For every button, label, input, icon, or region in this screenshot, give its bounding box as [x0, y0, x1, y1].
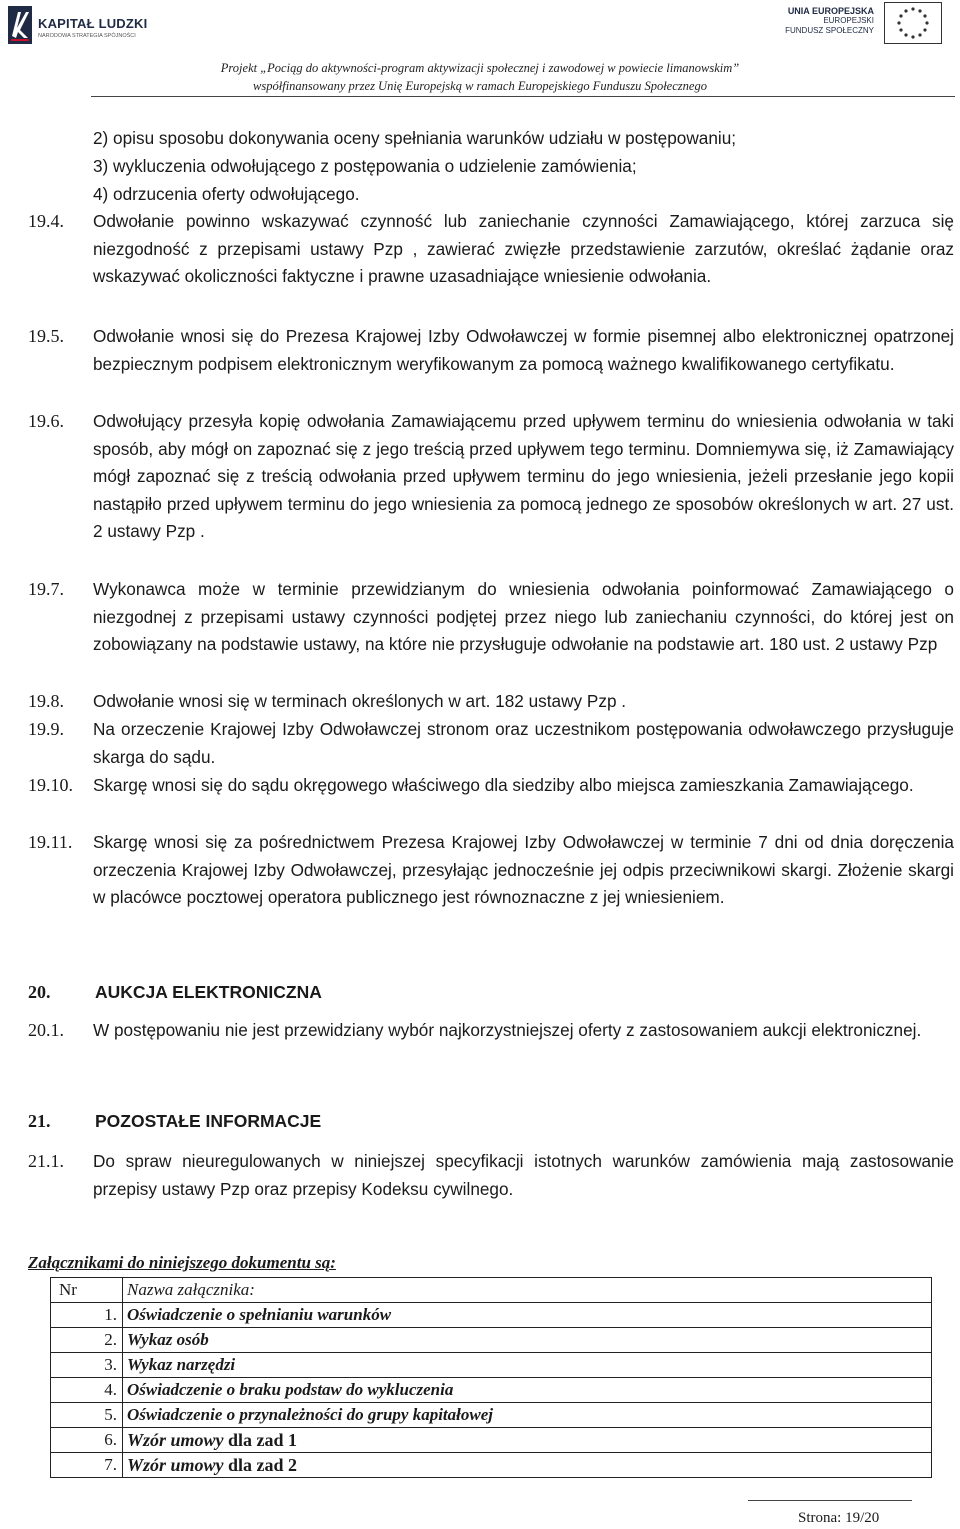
- item-text: Odwołanie powinno wskazywać czynność lub zaniechanie czynności Zamawiającego, której zarzuca się niezgodność z przepisami ustawy Pzp , zawierać zwięzłe przedstawienie zarzutów, określać żądanie oraz wskazywać okoliczności faktyczne i prawne uzasadniające wniesienie odwołania.: [93, 211, 954, 286]
- section-title: AUKCJA ELEKTRONICZNA: [95, 982, 322, 1002]
- kapital-ludzki-mark-icon: [8, 6, 32, 44]
- page-header: [0, 0, 960, 98]
- item-number: 19.6.: [28, 411, 64, 431]
- row-nr: 2.: [51, 1328, 123, 1353]
- table-row: [51, 1428, 932, 1453]
- item-text: Odwołanie wnosi się do Prezesa Krajowej Izby Odwoławczej w formie pisemnej albo elektronicznej opatrzonej bezpiecznym podpisem elektronicznym weryfikowanym za pomocą ważnego kwalifikowanego certyfikatu.: [93, 326, 954, 374]
- item-number: 21.1.: [28, 1151, 64, 1171]
- item-text: W postępowaniu nie jest przewidziany wybór najkorzystniejszej oferty z zastosowaniem aukcji elektronicznej.: [93, 1020, 922, 1040]
- item-number: 19.10.: [28, 775, 73, 795]
- table-header-row: [51, 1278, 932, 1303]
- item-number: 19.8.: [28, 691, 64, 711]
- row-name: Oświadczenie o braku podstaw do wykluczenia: [123, 1378, 932, 1403]
- column-header-name: Nazwa załącznika:: [123, 1278, 932, 1303]
- item-number: 19.9.: [28, 719, 64, 739]
- row-name: Wykaz osób: [123, 1328, 932, 1353]
- item-text: Odwołanie wnosi się w terminach określonych w art. 182 ustawy Pzp .: [93, 691, 627, 711]
- row-nr: 6.: [51, 1428, 123, 1453]
- page-number: Strona: 19/20: [798, 1510, 880, 1526]
- item-number: 19.4.: [28, 211, 64, 231]
- sub-item: 4) odrzucenia oferty odwołującego.: [93, 184, 360, 204]
- table-row: [51, 1303, 932, 1328]
- section-number: 21.: [28, 1111, 51, 1131]
- item-text: Na orzeczenie Krajowej Izby Odwoławczej stronom oraz uczestnikom postępowania odwoławczego przysługuje skarga do sądu.: [93, 719, 954, 767]
- column-header-nr: Nr: [51, 1278, 123, 1303]
- project-title-line2: współfinansowany przez Unię Europejską w ramach Europejskiego Funduszu Społecznego: [253, 79, 707, 93]
- row-name: Oświadczenie o spełnianiu warunków: [123, 1303, 932, 1328]
- row-name: Wykaz narzędzi: [123, 1353, 932, 1378]
- eu-logo-line3: FUNDUSZ SPOŁECZNY: [785, 26, 874, 35]
- item-text: Odwołujący przesyła kopię odwołania Zamawiającemu przed upływem terminu do wniesienia odwołania w taki sposób, aby mógł on zapoznać się z jego treścią przed upływem tego terminu. Domniemywa się, iż Zamawiający mógł zapoznać się z treścią odwołania przed upływem terminu do jego wniesienia, jeżeli przesłanie jego kopii nastąpiło przed upływem terminu do jego wniesienia za pomocą jednego ze sposobów określonych w art. 27 ust. 2 ustawy Pzp .: [93, 411, 954, 541]
- row-nr: 4.: [51, 1378, 123, 1403]
- row-name-emphasis: Wzór umowy: [127, 1454, 224, 1475]
- attachments-table: [50, 1277, 932, 1478]
- row-nr: 1.: [51, 1303, 123, 1328]
- table-row: [51, 1353, 932, 1378]
- item-number: 19.5.: [28, 326, 64, 346]
- logo-left-title: KAPITAŁ LUDZKI: [38, 16, 148, 31]
- item-text: Skargę wnosi się za pośrednictwem Prezesa Krajowej Izby Odwoławczej w terminie 7 dni od dnia doręczenia orzeczenia Krajowej Izby Odwoławczej, przesyłając jednocześnie jej odpis przeciwnikowi skargi. Złożenie skargi w placówce pocztowej operatora publicznego jest równoznaczne z jej wniesieniem.: [93, 832, 954, 907]
- item-number: 19.7.: [28, 579, 64, 599]
- item-text: Do spraw nieuregulowanych w niniejszej specyfikacji istotnych warunków zamówienia mają zastosowanie przepisy ustawy Pzp oraz przepisy Kodeksu cywilnego.: [93, 1151, 954, 1199]
- eu-logo-line1: UNIA EUROPEJSKA: [787, 6, 874, 16]
- eu-flag-icon: [884, 2, 942, 44]
- table-row: [51, 1453, 932, 1478]
- section-number: 20.: [28, 982, 51, 1002]
- eu-logo-line2: EUROPEJSKI: [823, 16, 874, 25]
- row-nr: 5.: [51, 1403, 123, 1428]
- item-number: 20.1.: [28, 1020, 64, 1040]
- row-nr: 7.: [51, 1453, 123, 1478]
- row-name-rest: dla zad 1: [223, 1429, 298, 1450]
- row-name-rest: dla zad 2: [223, 1454, 298, 1475]
- project-title-line1: Projekt „Pociąg do aktywności-program aktywizacji społecznej i zawodowej w powiecie limanowskim”: [220, 61, 740, 75]
- sub-item: 3) wykluczenia odwołującego z postępowania o udzielenie zamówienia;: [93, 156, 637, 176]
- row-nr: 3.: [51, 1353, 123, 1378]
- row-name: Oświadczenie o przynależności do grupy kapitałowej: [123, 1403, 932, 1428]
- table-row: [51, 1378, 932, 1403]
- eu-efs-logo: [732, 2, 952, 44]
- section-title: POZOSTAŁE INFORMACJE: [95, 1111, 322, 1131]
- logo-left-subtitle: NARODOWA STRATEGIA SPÓJNOŚCI: [38, 33, 136, 39]
- row-name: [123, 1428, 932, 1453]
- table-row: [51, 1328, 932, 1353]
- sub-item: 2) opisu sposobu dokonywania oceny spełniania warunków udziału w postępowaniu;: [93, 128, 737, 148]
- eu-logo-text: [785, 6, 874, 36]
- item-text: Wykonawca może w terminie przewidzianym do wniesienia odwołania poinformować Zamawiającego o niezgodnej z przepisami ustawy czynności podjętej przez niego lub zaniechaniu czynności, do której jest on zobowiązany na podstawie ustawy, na które nie przysługuje odwołanie na podstawie art. 180 ust. 2 ustawy Pzp: [93, 579, 954, 654]
- row-name-emphasis: Wzór umowy: [127, 1429, 224, 1450]
- footer-divider: [748, 1500, 912, 1501]
- row-name: [123, 1453, 932, 1478]
- item-number: 19.11.: [28, 832, 73, 852]
- item-text: Skargę wnosi się do sądu okręgowego właściwego dla siedziby albo miejsca zamieszkania Zamawiającego.: [93, 775, 914, 795]
- kapital-ludzki-logo: [8, 6, 158, 46]
- attachments-heading: Załącznikami do niniejszego dokumentu są:: [28, 1253, 336, 1272]
- header-divider: [91, 96, 955, 97]
- table-row: [51, 1403, 932, 1428]
